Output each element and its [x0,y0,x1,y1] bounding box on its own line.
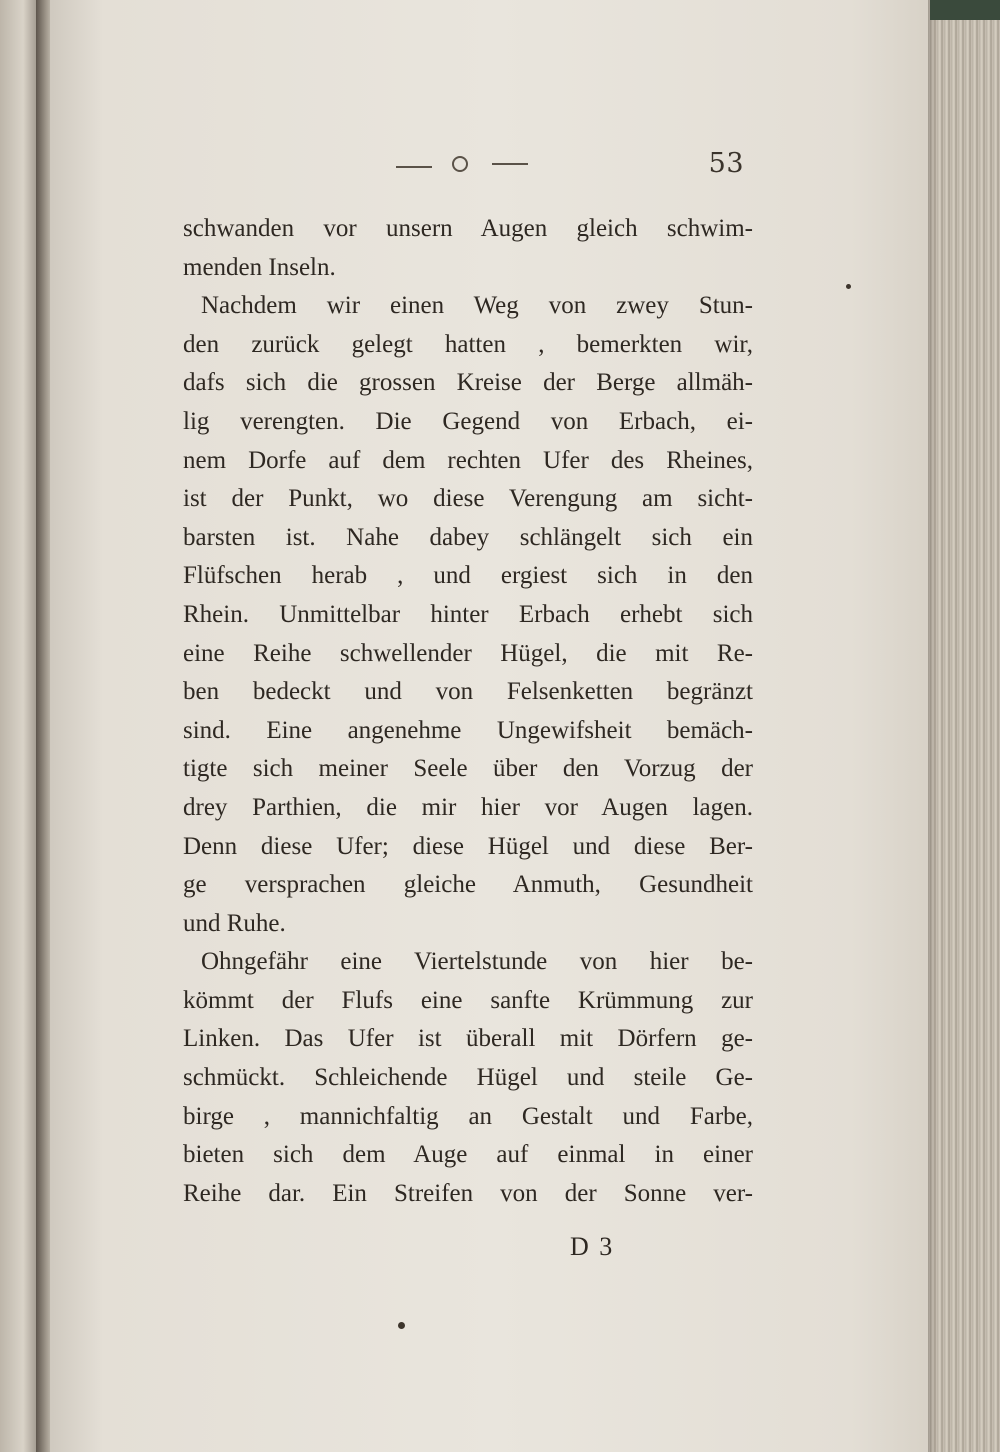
page-edges [930,0,1000,1452]
body-text [183,210,753,1213]
text-line: barsten ist. Nahe dabey schlängelt sich ein [183,523,753,551]
text-line: kömmt der Flufs eine sanfte Krümmung zur [183,986,753,1014]
ornament-circle [452,156,468,172]
text-line: ist der Punkt, wo diese Verengung am sicht- [183,485,753,513]
text-line: ge versprachen gleiche Anmuth, Gesundheit [183,871,753,899]
ink-speck [398,1322,405,1329]
text-line: Reihe dar. Ein Streifen von der Sonne ver- [183,1179,753,1207]
text-line: birge , mannichfaltig an Gestalt und Farbe, [183,1102,753,1130]
ornament-dash-right [492,163,528,165]
text-line: dafs sich die grossen Kreise der Berge allmäh- [183,369,753,397]
text-line: Denn diese Ufer; diese Hügel und diese Ber- [183,832,753,860]
text-line: ben bedeckt und von Felsenketten begränzt [183,678,753,706]
signature-mark: D 3 [570,1232,615,1261]
ink-speck [846,284,851,289]
text-line: tigte sich meiner Seele über den Vorzug der [183,755,753,783]
text-line: Nachdem wir einen Weg von zwey Stun- [201,292,753,320]
text-line: Linken. Das Ufer ist überall mit Dörfern ge- [183,1025,753,1053]
text-line: bieten sich dem Auge auf einmal in einer [183,1141,753,1169]
text-line: schmückt. Schleichende Hügel und steile Ge- [183,1064,753,1092]
text-line: Flüfschen herab , und ergiest sich in den [183,562,753,590]
text-line: Rhein. Unmittelbar hinter Erbach erhebt sich [183,600,753,628]
text-line: schwanden vor unsern Augen gleich schwim- [183,215,753,242]
text-line: lig verengten. Die Gegend von Erbach, ei- [183,407,753,435]
text-line: Ohngefähr eine Viertelstunde von hier be- [201,948,753,976]
running-header [396,148,746,188]
book-binding [930,0,1000,20]
text-line: und Ruhe. [183,909,286,937]
ornament-dash-left [396,166,432,168]
text-line: nem Dorfe auf dem rechten Ufer des Rheines, [183,446,753,474]
page-edge-shadow [928,0,936,1452]
text-line: drey Parthien, die mir hier vor Augen lagen. [183,793,753,821]
page-number: 53 [708,148,744,179]
text-line: eine Reihe schwellender Hügel, die mit Re- [183,639,753,667]
text-line: sind. Eine angenehme Ungewifsheit bemäch- [183,716,753,744]
text-line: menden Inseln. [183,253,336,281]
text-line: den zurück gelegt hatten , bemerkten wir, [183,330,753,358]
